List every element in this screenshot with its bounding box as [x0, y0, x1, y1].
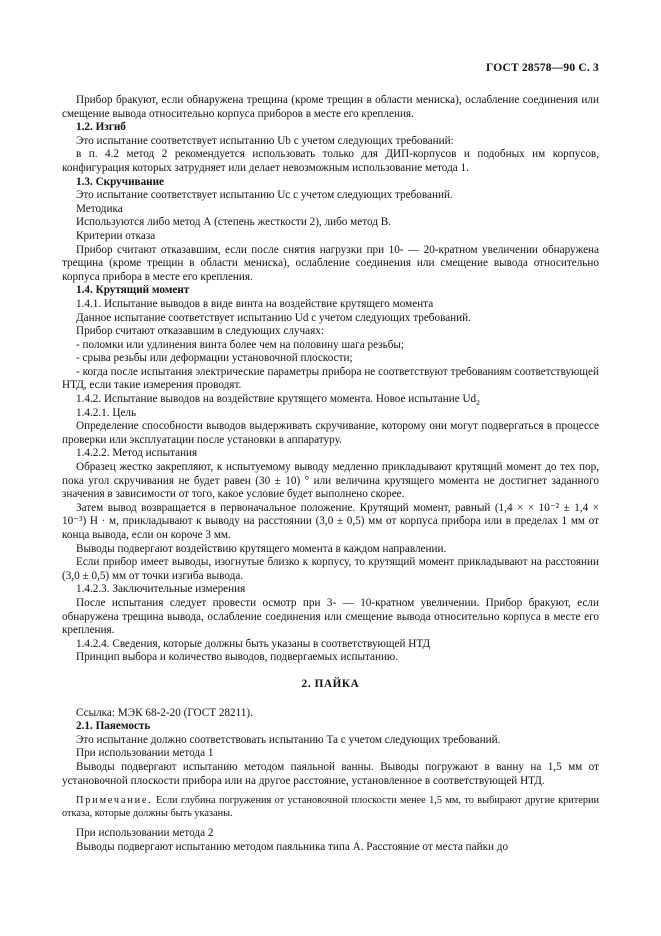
paragraph-text: Выводы подвергают испытанию методом паяльника типа А. Расстояние от места пайки до: [76, 840, 509, 853]
paragraph-text: 2.1. Паяемость: [76, 720, 151, 733]
paragraph: [62, 352, 599, 366]
paragraph: [62, 502, 599, 543]
paragraph: [62, 707, 599, 721]
paragraph: [62, 556, 599, 583]
subsection-heading: [62, 176, 599, 190]
paragraph-text: - поломки или удлинения винта более чем на половину шага резьбы;: [76, 338, 405, 351]
paragraph-text: 2. ПАЙКА: [301, 677, 360, 690]
document-body: [62, 94, 599, 854]
paragraph: [62, 339, 599, 353]
paragraph-text: 1.4.2.1. Цель: [76, 406, 137, 419]
note-paragraph: [62, 795, 599, 820]
paragraph: [62, 393, 599, 407]
paragraph-text: Затем вывод возвращается в первоначальное положение. Крутящий момент, равный (1,4 × × 10⁻² ± 1,4 × 10⁻³) Н · м, прикладывают к выводу на расстоянии (3,0 ± 0,5) мм от корпуса прибора или в пределах 1 мм от конца вывода, если он короче 3 мм.: [62, 501, 599, 541]
paragraph: [62, 325, 599, 339]
paragraph: [62, 148, 599, 175]
paragraph: [62, 747, 599, 761]
paragraph: [62, 420, 599, 447]
subsection-heading: [62, 720, 599, 734]
note-label: Примечание.: [76, 795, 153, 807]
paragraph: [62, 203, 599, 217]
paragraph-text: 1.4.2.4. Сведения, которые должны быть указаны в соответствующей НТД: [76, 637, 431, 650]
paragraph-text: Ссылка: МЭК 68-2-20 (ГОСТ 28211).: [76, 706, 253, 719]
paragraph-text: При использовании метода 1: [76, 747, 214, 760]
paragraph-text: Прибор считают отказавшим, если после снятия нагрузки при 10- — 20-кратном увеличении обнаружена трещина (кроме трещин в области мениска), ослабление соединения или смещение вывода относительно корпуса прибора в месте его крепления.: [62, 243, 599, 283]
paragraph-text: Принцип выбора и количество выводов, подвергаемых испытанию.: [76, 651, 399, 664]
paragraph-text: 1.2. Изгиб: [76, 121, 126, 134]
subscript: 2: [476, 398, 480, 408]
paragraph-text: Это испытание должно соответствовать испытанию Та с учетом следующих требований.: [76, 733, 501, 746]
paragraph: [62, 543, 599, 557]
paragraph-text: 1.4.2. Испытание выводов на воздействие крутящего момента. Новое испытание Ud: [76, 393, 477, 406]
paragraph: [62, 461, 599, 502]
paragraph: [62, 298, 599, 312]
paragraph-text: - срыва резьбы или деформации установочной плоскости;: [76, 352, 353, 365]
paragraph-text: 1.4.2.2. Метод испытания: [76, 447, 198, 460]
paragraph: [62, 94, 599, 121]
subsection-heading: [62, 121, 599, 135]
paragraph: [62, 841, 599, 855]
paragraph: [62, 366, 599, 393]
paragraph-text: Выводы подвергают испытанию методом паяльной ванны. Выводы погружают в ванну на 1,5 мм от установочной плоскости прибора или на другое расстояние, установленное в соответствующей НТД.: [62, 760, 599, 787]
paragraph: [62, 651, 599, 665]
paragraph-text: Используются либо метод А (степень жесткости 2), либо метод В.: [76, 216, 391, 229]
paragraph-text: Критерии отказа: [76, 229, 156, 242]
paragraph-text: 1.4.2.3. Заключительные измерения: [76, 583, 246, 596]
page-header: ГОСТ 28578—90 С. 3: [486, 62, 599, 74]
paragraph: [62, 135, 599, 149]
paragraph-text: Это испытание соответствует испытанию Ub с учетом следующих требований:: [76, 134, 454, 147]
subsection-heading: [62, 284, 599, 298]
paragraph-text: в п. 4.2 метод 2 рекомендуется использовать только для ДИП-корпусов и подобных им корпусов, конфигурация которых затрудняет или делает невозможным использование метода 1.: [62, 148, 599, 174]
paragraph: [62, 734, 599, 748]
paragraph: [62, 583, 599, 597]
paragraph-text: Определение способности выводов выдерживать скручивание, которому они могут подвергаться в процессе проверки или эксплуатации после установки в аппаратуру.: [62, 420, 599, 446]
paragraph: [62, 761, 599, 788]
paragraph: [62, 597, 599, 638]
paragraph-text: Методика: [76, 202, 123, 215]
paragraph-text: Выводы подвергают воздействию крутящего момента в каждом направлении.: [76, 542, 447, 555]
paragraph-text: Образец жестко закрепляют, к испытуемому выводу медленно прикладывают крутящий момент до тех пор, пока угол скручивания не будет равен (30 ± 10) ° или величина крутящего момента не достигнет заданного значения в зависимости от того, какое условие будет выполнено скорее.: [62, 461, 599, 501]
paragraph-text: 1.3. Скручивание: [76, 175, 165, 188]
paragraph-text: - когда после испытания электрические параметры прибора не соответствуют требованиям соответствующей НТД, если такие измерения проводят.: [62, 365, 599, 392]
paragraph: [62, 827, 599, 841]
paragraph: [62, 447, 599, 461]
paragraph: [62, 244, 599, 285]
paragraph: [62, 638, 599, 652]
paragraph-text: Прибор считают отказавшим в следующих случаях:: [76, 325, 324, 338]
paragraph-text: Если глубина погружения от установочной плоскости менее 1,5 мм, то выбирают другие критерии отказа, которые должны быть указаны.: [62, 795, 599, 819]
paragraph: [62, 312, 599, 326]
paragraph-text: 1.4. Крутящий момент: [76, 284, 190, 297]
paragraph-text: Прибор бракуют, если обнаружена трещина (кроме трещин в области мениска), ослабление соединения или смещение вывода относительно корпуса приборов в месте его крепления.: [62, 94, 599, 120]
paragraph-text: После испытания следует провести осмотр при 3- — 10-кратном увеличении. Прибор бракуют, если обнаружена трещина вывода, ослабление соединения или смещение вывода относительно корпуса в месте его крепления.: [62, 596, 599, 637]
paragraph: [62, 216, 599, 230]
paragraph: [62, 189, 599, 203]
section-title: [62, 678, 599, 692]
paragraph: [62, 230, 599, 244]
paragraph-text: Это испытание соответствует испытанию Uc с учетом следующих требований.: [76, 189, 453, 202]
paragraph: [62, 407, 599, 421]
paragraph-text: При использовании метода 2: [76, 826, 214, 839]
paragraph-text: Если прибор имеет выводы, изогнутые близко к корпусу, то крутящий момент прикладывают на расстоянии (3,0 ± 0,5) мм от точки изгиба вывода.: [62, 556, 599, 582]
paragraph-text: 1.4.1. Испытание выводов в виде винта на воздействие крутящего момента: [76, 297, 434, 310]
paragraph-text: Данное испытание соответствует испытанию Ud с учетом следующих требований.: [76, 311, 471, 324]
